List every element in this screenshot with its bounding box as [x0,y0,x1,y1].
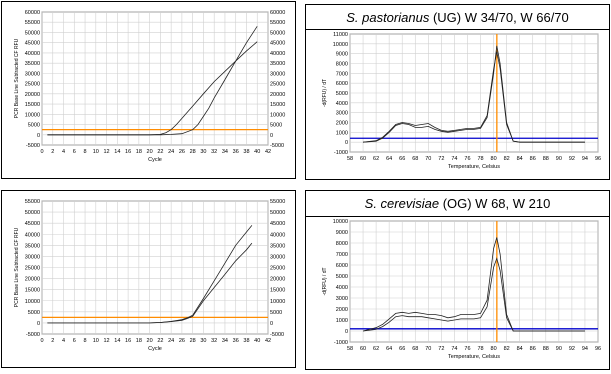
chart3-x-tick-label: 64 [386,346,393,352]
chart0-y-tick-label-right: 10000 [270,112,286,119]
chart0-y-tick-label: 0 [36,132,40,139]
chart1-y-tick-label: 5000 [335,91,348,97]
chart0-x-tick-label: 16 [125,149,132,155]
chart2-x-tick-label: 30 [200,338,207,344]
chart1-x-axis-label: Temperature, Celsius [448,164,500,170]
chart0-y-tick-label-right: 5000 [270,122,283,129]
chart3-x-tick-label: 60 [359,346,367,352]
chart0-y-tick-label-right: 20000 [270,91,286,98]
chart3-x-axis-label: Temperature, Celsius [448,354,500,360]
chart2-x-tick-label: 14 [114,338,121,344]
chart0-x-tick-label: 4 [61,149,66,155]
chart2-y-tick-label-right: 15000 [270,287,286,294]
chart2-y-tick-label-right: 25000 [270,265,286,272]
chart3-y-tick-label: 6000 [335,263,348,269]
chart3-x-tick-label: 72 [438,346,445,352]
chart0-x-tick-label: 38 [243,149,250,155]
chart0-x-tick-label: 10 [92,149,99,155]
chart3-x-tick-label: 76 [464,346,471,352]
chart2-x-tick-label: 20 [146,338,153,344]
chart3-y-tick-label: 4000 [335,285,348,291]
chart0-x-tick-label: 42 [264,149,272,155]
chart0-x-axis-label: Cycle [148,157,162,163]
chart3-x-tick-label: 96 [594,346,602,352]
chart2-x-tick-label: 4 [61,338,66,344]
chart2-x-tick-label: 6 [72,338,76,344]
chart2-y-tick-label: 0 [36,320,40,327]
chart0-x-tick-label: 26 [178,149,185,155]
chart0-x-tick-label: 36 [232,149,239,155]
chart2-y-tick-label: 55000 [24,199,40,205]
chart2-y-tick-label: 5000 [27,309,40,316]
chart2-y-tick-label: 50000 [24,210,40,217]
chart0-plot-area [42,12,268,145]
chart0-y-tick-label-right: 35000 [270,61,286,68]
chart2-y-tick-label-right: 0 [270,320,274,327]
chart2-y-tick-label: 25000 [24,265,40,272]
chart2-x-tick-label: 8 [83,338,87,344]
chart0-x-tick-label: 34 [221,149,229,155]
chart1-x-tick-label: 96 [594,156,602,162]
chart2-x-tick-label: 24 [168,338,175,344]
chart1-x-tick-label: 74 [451,156,458,162]
chart2-x-axis-label: Cycle [148,346,162,352]
chart0-x-tick-label: 14 [114,149,121,155]
chart2-y-tick-label-right: 45000 [270,221,286,228]
chart1-x-tick-label: 86 [529,156,536,162]
chart1-x-tick-label: 80 [490,156,497,162]
chart0-y-tick-label-right: 50000 [270,30,286,37]
chart1-y-tick-label: -1000 [333,150,348,156]
amplification-chart-bottom [2,191,295,367]
chart0-y-tick-label-right: 45000 [270,40,286,47]
chart1-y-axis-label: -d(RFU) / dT [322,78,328,108]
chart0-y-tick-label-right: 25000 [270,81,286,88]
chart0-x-tick-label: 2 [51,149,55,155]
chart2-x-tick-label: 36 [232,338,239,344]
chart0-y-tick-label: 55000 [24,20,40,27]
chart3-x-tick-label: 88 [542,346,549,352]
chart2-x-tick-label: 16 [125,338,132,344]
chart1-y-tick-label: 3000 [335,110,348,117]
amplification-panel-bottom [1,190,296,368]
chart1-y-tick-label: 9000 [335,51,348,58]
chart3-y-tick-label: 0 [344,329,348,335]
chart2-x-tick-label: 22 [157,338,164,344]
chart0-y-tick-label: 25000 [24,81,40,88]
chart3-x-tick-label: 80 [490,346,497,352]
chart0-y-tick-label-right: 55000 [270,20,286,27]
chart2-y-tick-label-right: 50000 [270,210,286,217]
chart1-x-tick-label: 90 [555,156,562,162]
chart3-y-tick-label: 3000 [335,296,348,302]
chart2-y-tick-label: 40000 [24,232,40,239]
chart3-y-tick-label: -1000 [333,340,348,346]
chart0-x-tick-label: 22 [157,149,164,155]
chart3-x-tick-label: 82 [503,346,510,352]
chart0-x-tick-label: 18 [135,149,142,155]
chart2-y-tick-label-right: 20000 [270,276,286,283]
chart2-x-tick-label: 40 [254,338,261,344]
chart0-x-tick-label: 30 [200,149,207,155]
chart3-x-tick-label: 74 [451,346,458,352]
chart0-y-tick-label: 15000 [24,102,40,109]
chart3-y-tick-label: 1000 [335,318,348,324]
chart1-x-tick-label: 94 [581,156,589,162]
chart1-x-tick-label: 66 [399,156,406,162]
chart0-y-tick-label: 10000 [24,112,40,119]
chart2-y-tick-label-right: -5000 [270,332,285,338]
chart3-x-tick-label: 68 [412,346,419,352]
chart2-y-tick-label: 20000 [24,276,40,283]
chart1-x-tick-label: 84 [516,156,523,162]
chart2-x-tick-label: 18 [135,338,142,344]
chart1-x-tick-label: 58 [346,156,354,162]
chart1-y-tick-label: 6000 [335,81,348,88]
chart2-x-tick-label: 42 [264,338,272,344]
melt-chart-bottom [306,217,609,369]
chart0-y-tick-label: -5000 [25,143,40,149]
chart0-x-tick-label: 0 [40,149,44,155]
chart2-x-tick-label: 26 [178,338,185,344]
chart0-y-tick-label-right: 40000 [270,50,286,57]
chart1-x-tick-label: 92 [568,156,575,162]
chart0-y-axis-label: PCR Base Line Subtracted CF RFU [14,38,20,119]
chart0-y-tick-label-right: 15000 [270,102,286,109]
chart0-y-tick-label: 30000 [24,71,40,78]
chart2-x-tick-label: 2 [51,338,55,344]
chart1-y-tick-label: 4000 [335,100,348,107]
melt-title-top [305,4,610,32]
chart2-y-tick-label: 30000 [24,254,40,261]
chart3-x-tick-label: 94 [581,346,589,352]
chart0-x-tick-label: 8 [83,149,87,155]
chart3-x-tick-label: 58 [346,346,354,352]
chart0-x-tick-label: 20 [146,149,153,155]
chart0-y-tick-label: 5000 [27,122,40,129]
melt-title-top-text: S. pastorianus (UG) W 34/70, W 66/70 [346,10,569,25]
chart1-x-tick-label: 78 [477,156,484,162]
chart1-x-tick-label: 62 [373,156,380,162]
chart1-x-tick-label: 76 [464,156,471,162]
chart2-y-tick-label-right: 40000 [270,232,286,239]
chart0-y-tick-label-right: 0 [270,132,274,139]
chart1-y-tick-label: 10000 [332,41,348,48]
chart2-x-tick-label: 38 [243,338,250,344]
melt-panel-bottom [305,216,610,370]
chart0-y-tick-label: 40000 [24,50,40,57]
chart0-y-tick-label: 50000 [24,30,40,37]
chart1-x-tick-label: 70 [425,156,432,162]
chart0-x-tick-label: 28 [189,149,196,155]
amplification-chart-top [2,2,295,178]
chart3-y-tick-label: 9000 [335,230,348,236]
chart0-y-tick-label-right: 30000 [270,71,286,78]
chart0-y-tick-label: 60000 [24,10,40,16]
chart3-y-tick-label: 2000 [335,307,348,313]
chart1-x-tick-label: 60 [359,156,367,162]
melt-chart-top [306,30,609,179]
chart3-x-tick-label: 92 [568,346,575,352]
chart2-x-tick-label: 28 [189,338,196,344]
chart2-x-tick-label: 0 [40,338,44,344]
chart0-y-tick-label: 35000 [24,61,40,68]
chart2-y-tick-label-right: 55000 [270,199,286,205]
chart1-y-tick-label: 1000 [335,130,348,137]
chart2-y-tick-label: 35000 [24,243,40,250]
chart2-y-tick-label: 45000 [24,221,40,228]
chart2-y-tick-label: -5000 [25,332,40,338]
chart0-y-tick-label-right: 60000 [270,10,286,16]
chart0-y-tick-label-right: -5000 [270,143,285,149]
chart2-y-tick-label: 15000 [24,287,40,294]
chart2-x-tick-label: 32 [211,338,218,344]
chart3-y-tick-label: 10000 [332,219,348,225]
chart2-y-axis-label: PCR Base Line Subtracted CF RFU [14,227,20,308]
chart3-x-tick-label: 66 [399,346,406,352]
chart2-x-tick-label: 12 [103,338,110,344]
chart0-x-tick-label: 12 [103,149,110,155]
melt-title-bottom-text: S. cerevisiae (OG) W 68, W 210 [364,196,551,211]
chart1-y-tick-label: 11000 [333,32,348,38]
chart3-y-tick-label: 7000 [335,252,348,258]
chart2-y-tick-label-right: 35000 [270,243,286,250]
chart1-y-tick-label: 7000 [335,71,348,78]
chart3-x-tick-label: 90 [555,346,562,352]
chart1-x-tick-label: 72 [438,156,445,162]
chart0-x-tick-label: 32 [211,149,218,155]
chart3-x-tick-label: 78 [477,346,484,352]
chart1-x-tick-label: 64 [386,156,393,162]
chart3-y-tick-label: 8000 [335,241,348,247]
chart3-x-tick-label: 62 [373,346,380,352]
chart2-x-tick-label: 10 [92,338,99,344]
chart2-y-tick-label: 10000 [24,298,40,305]
chart2-y-tick-label-right: 10000 [270,298,286,305]
melt-panel-top [305,29,610,180]
chart0-x-tick-label: 6 [72,149,76,155]
chart0-x-tick-label: 40 [254,149,261,155]
chart0-x-tick-label: 24 [168,149,175,155]
chart2-y-tick-label-right: 5000 [270,309,283,316]
chart3-y-axis-label: -d(RFU) / dT [322,267,328,296]
chart1-y-tick-label: 0 [344,140,348,147]
chart1-x-tick-label: 88 [542,156,549,162]
chart2-x-tick-label: 34 [221,338,229,344]
chart0-y-tick-label: 45000 [24,40,40,47]
chart2-y-tick-label-right: 30000 [270,254,286,261]
chart3-x-tick-label: 86 [529,346,536,352]
melt-title-bottom [305,190,610,218]
chart3-x-tick-label: 70 [425,346,432,352]
amplification-panel-top [1,1,296,179]
chart1-x-tick-label: 82 [503,156,510,162]
chart1-x-tick-label: 68 [412,156,419,162]
chart3-y-tick-label: 5000 [335,274,348,280]
chart1-y-tick-label: 8000 [335,61,348,68]
chart1-y-tick-label: 2000 [335,120,348,127]
chart3-x-tick-label: 84 [516,346,523,352]
chart0-y-tick-label: 20000 [24,91,40,98]
